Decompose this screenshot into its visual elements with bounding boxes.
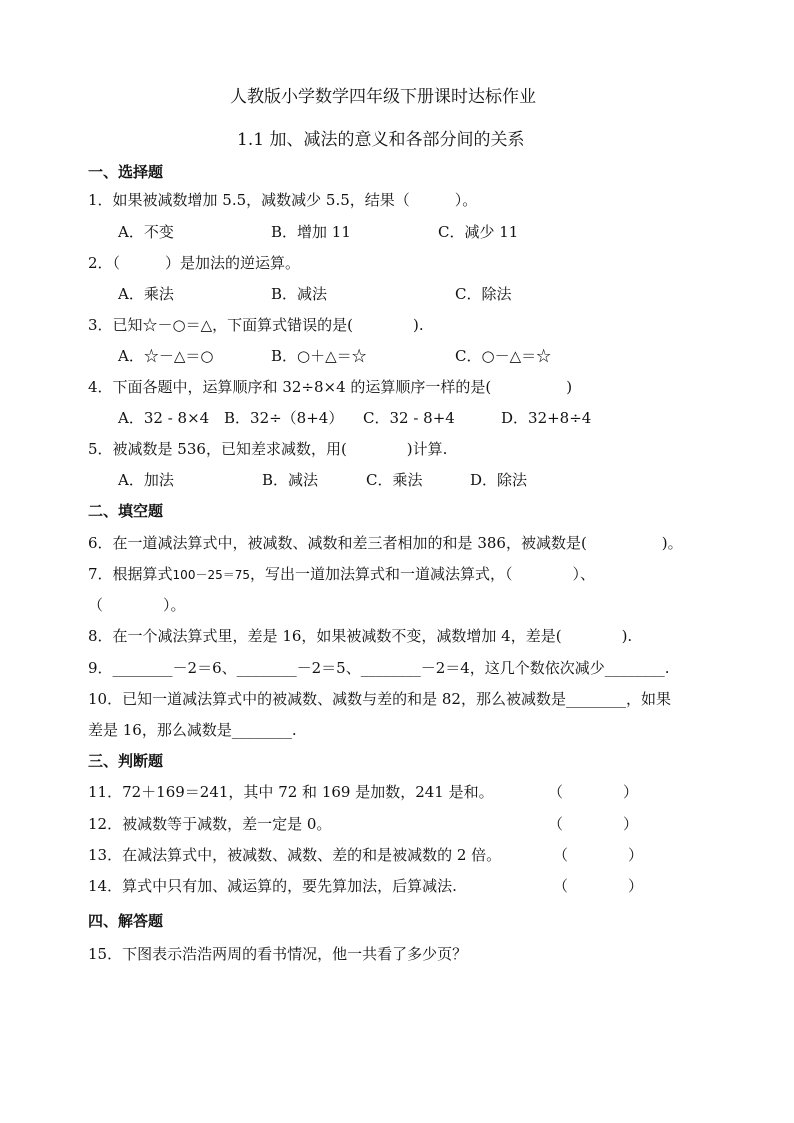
section-heading-solve: 四、解答题 (88, 912, 164, 930)
q2-option-c: C．除法 (455, 285, 512, 303)
section-heading-fill: 二、填空题 (88, 502, 164, 520)
question-11: 11．72＋169＝241，其中 72 和 169 是加数，241 是和。 (88, 783, 494, 801)
page-subtitle: 1.1 加、减法的意义和各部分间的关系 (237, 130, 525, 150)
q7-formula: 100－25＝75 (172, 568, 250, 582)
q3-option-c: C．○－△＝☆ (455, 347, 552, 365)
section-heading-judge: 三、判断题 (88, 752, 164, 770)
question-12: 12．被减数等于减数，差一定是 0。 (88, 815, 332, 833)
question-2: 2．（ ）是加法的逆运算。 (88, 254, 301, 272)
question-10-line1: 10．已知一道减法算式中的被减数、减数与差的和是 82，那么被减数是________，如果 (88, 690, 671, 708)
question-7-line2: （ ）。 (88, 596, 186, 614)
q5-option-b: B．减法 (262, 471, 319, 489)
q3-option-b: B．○＋△＝☆ (271, 347, 367, 365)
q7-suffix: ，写出一道加法算式和一道减法算式，（ ）、 (250, 565, 596, 583)
q5-option-c: C．乘法 (366, 471, 423, 489)
section-heading-choice: 一、选择题 (88, 163, 164, 181)
q4-option-a: A．32 - 8×4 (118, 409, 210, 427)
q12-answer-paren: （ ） (548, 815, 639, 833)
q2-option-b: B．减法 (271, 285, 328, 303)
q3-option-a: A．☆－△＝○ (118, 347, 214, 365)
q11-answer-paren: （ ） (548, 783, 639, 801)
q13-answer-paren: （ ） (553, 846, 644, 864)
q5-option-d: D．除法 (470, 471, 528, 489)
question-9: 9．________－2＝6、________－2＝5、________－2＝4，这几个数依次减少________. (88, 659, 670, 677)
q7-prefix: 7．根据算式 (88, 565, 173, 583)
question-6: 6．在一道减法算式中，被减数、减数和差三者相加的和是 386，被减数是( )。 (88, 534, 683, 552)
question-15: 15．下图表示浩浩两周的看书情况，他一共看了多少页？ (88, 945, 468, 963)
q4-option-d: D．32+8÷4 (501, 409, 592, 427)
question-4: 4．下面各题中，运算顺序和 32÷8×4 的运算顺序一样的是( ) (88, 378, 573, 396)
q14-answer-paren: （ ） (553, 877, 644, 895)
question-5: 5．被减数是 536，已知差求减数，用( )计算. (88, 440, 448, 458)
question-13: 13．在减法算式中，被减数、减数、差的和是被减数的 2 倍。 (88, 846, 502, 864)
q1-option-a: A．不变 (118, 223, 174, 241)
question-14: 14．算式中只有加、减运算的，要先算加法，后算减法. (88, 877, 457, 895)
q1-option-b: B．增加 11 (271, 223, 351, 241)
q5-option-a: A．加法 (118, 471, 174, 489)
q4-option-c: C．32 - 8+4 (363, 409, 455, 427)
q4-option-b: B．32÷（8+4） (224, 409, 344, 427)
page-title: 人教版小学数学四年级下册课时达标作业 (230, 87, 536, 107)
question-7 (88, 564, 595, 585)
q1-option-c: C．减少 11 (438, 223, 519, 241)
question-3: 3．已知☆－○＝△，下面算式错误的是( ). (88, 316, 424, 334)
q2-option-a: A．乘法 (118, 285, 174, 303)
question-10-line2: 差是 16，那么减数是________. (88, 721, 297, 739)
question-1: 1．如果被减数增加 5.5，减数减少 5.5，结果（ ）。 (88, 191, 478, 209)
question-8: 8．在一个减法算式里，差是 16，如果被减数不变，减数增加 4，差是( ). (88, 627, 633, 645)
